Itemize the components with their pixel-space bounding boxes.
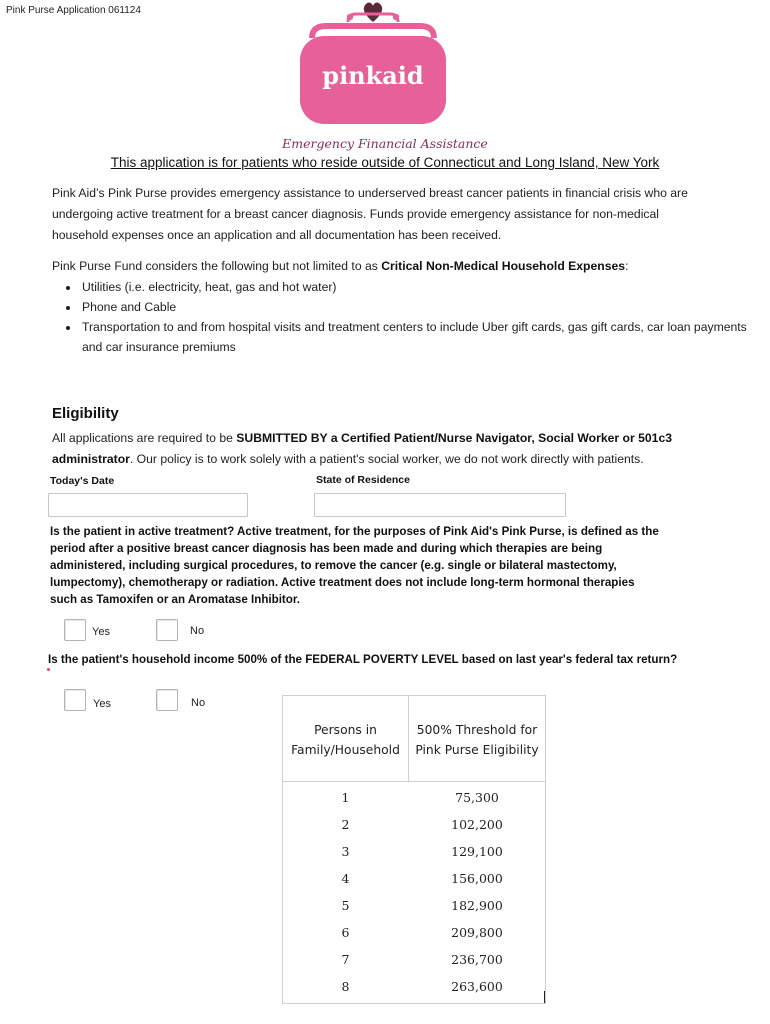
- table-cell-threshold: 182,900: [451, 898, 503, 913]
- question-line: Is the patient in active treatment? Active treatment, for the purposes of Pink Aid's Pink Purse, is defined as the: [50, 525, 659, 538]
- expenses-list: [52, 277, 756, 357]
- intro-line: household expenses once an application and all documentation has been received.: [52, 228, 502, 242]
- intro-line: undergoing active treatment for a breast cancer diagnosis. Funds provide emergency assistance for non-medical: [52, 207, 659, 221]
- table-cell-persons: 5: [341, 898, 350, 913]
- table-cell-threshold: 263,600: [451, 979, 503, 994]
- expenses-lead-bold: Critical Non-Medical Household Expenses: [381, 259, 626, 273]
- expenses-lead-end: :: [625, 259, 629, 273]
- eligibility-text: All applications are required to be: [52, 431, 237, 445]
- eligibility-bold: administrator: [52, 452, 130, 466]
- logo-brand-text: pinkaid: [322, 61, 424, 90]
- pinkaid-purse-logo: [298, 0, 448, 128]
- eligibility-bold: SUBMITTED BY a Certified Patient/Nurse Navigator, Social Worker or 501c3: [236, 431, 673, 445]
- eligibility-heading: Eligibility: [52, 405, 119, 422]
- table-cell-threshold: 156,000: [451, 871, 503, 886]
- question-line: period after a positive breast cancer diagnosis has been made and during which therapies are being: [50, 542, 603, 555]
- expense-item: • Transportation to and from hospital visits and treatment centers to include Uber gift cards, gas gift cards, car loan payments and car insurance premiums: [80, 317, 756, 357]
- eligibility-text-end: . Our policy is to work solely with a patient's social worker, we do not work directly with patients.: [129, 452, 644, 466]
- required-marker: [47, 668, 50, 671]
- table-cell-persons: 6: [341, 925, 350, 940]
- active-treatment-no-label: No: [190, 625, 205, 637]
- question-line: such as Tamoxifen or an Aromatase Inhibitor.: [50, 593, 300, 606]
- table-cell-persons: 1: [341, 790, 350, 805]
- question-line: administered, including surgical procedures, to remove the cancer (e.g. single or bilateral mastectomy,: [50, 559, 617, 572]
- household-income-question: Is the patient's household income 500% of the FEDERAL POVERTY LEVEL based on last year's federal tax return?: [48, 653, 678, 666]
- intro-line: Pink Aid’s Pink Purse provides emergency assistance to underserved breast cancer patients in financial crisis who are: [52, 186, 688, 200]
- table-cell-persons: 7: [341, 952, 350, 967]
- heart-icon: [364, 3, 382, 22]
- table-cell-threshold: 75,300: [455, 790, 499, 805]
- todays-date-label: Today's Date: [50, 475, 115, 487]
- table-cell-persons: 4: [341, 871, 350, 886]
- table-cell-threshold: 236,700: [451, 952, 503, 967]
- active-treatment-question: [50, 523, 740, 608]
- table-cell-threshold: 102,200: [451, 817, 503, 832]
- active-treatment-yes-label: Yes: [92, 626, 110, 638]
- active-treatment-no-checkbox[interactable]: [156, 619, 178, 641]
- expenses-lead-text: Pink Purse Fund considers the following but not limited to as: [52, 259, 382, 273]
- expense-item: • Utilities (i.e. electricity, heat, gas and hot water): [80, 277, 756, 297]
- table-cell-persons: 2: [341, 817, 350, 832]
- todays-date-input[interactable]: [48, 493, 248, 517]
- residency-notice: This application is for patients who reside outside of Connecticut and Long Island, New York: [110, 155, 660, 170]
- question-line: lumpectomy), chemotherapy or radiation. Active treatment does not include long-term hormonal therapies: [50, 576, 635, 589]
- household-income-no-label: No: [191, 697, 206, 709]
- table-cell-persons: 3: [341, 844, 350, 859]
- active-treatment-yes-checkbox[interactable]: [64, 619, 86, 641]
- state-of-residence-input[interactable]: [314, 493, 566, 517]
- logo-tagline: Emergency Financial Assistance: [282, 136, 488, 151]
- table-cell-threshold: 209,800: [451, 925, 503, 940]
- eligibility-paragraph: [52, 428, 728, 470]
- table-header-persons: Persons in Family/Household: [291, 723, 400, 757]
- household-income-yes-checkbox[interactable]: [64, 689, 86, 711]
- expenses-lead: [52, 256, 728, 277]
- expense-item: • Phone and Cable: [80, 297, 756, 317]
- intro-paragraph: [52, 183, 728, 246]
- poverty-threshold-table: [282, 695, 546, 1004]
- text-cursor: [544, 991, 545, 1003]
- table-cell-threshold: 129,100: [451, 844, 503, 859]
- table-header-threshold: 500% Threshold for Pink Purse Eligibility: [415, 723, 539, 757]
- table-cell-persons: 8: [341, 979, 350, 994]
- household-income-yes-label: Yes: [93, 698, 111, 710]
- state-of-residence-label: State of Residence: [316, 474, 410, 486]
- household-income-no-checkbox[interactable]: [156, 689, 178, 711]
- document-title: Pink Purse Application 061124: [6, 5, 141, 16]
